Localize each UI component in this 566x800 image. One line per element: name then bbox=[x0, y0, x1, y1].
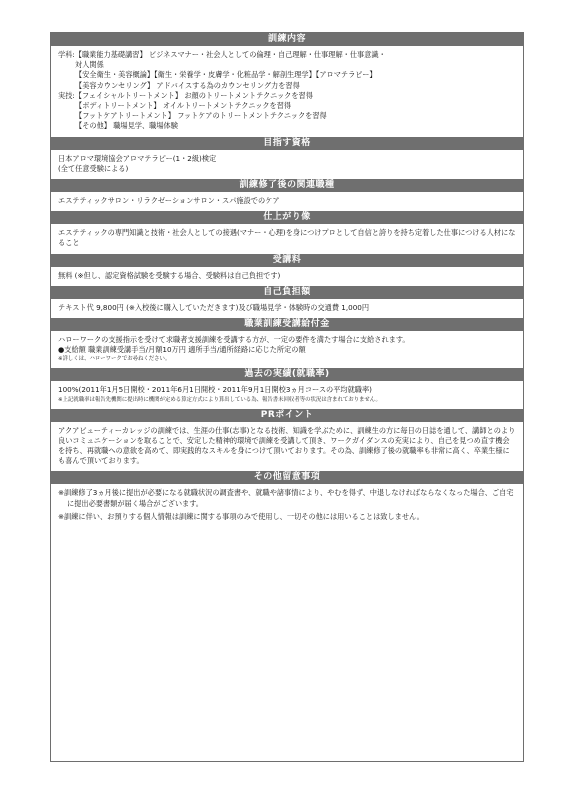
section-body bbox=[51, 331, 523, 368]
training-line: 【ボディトリートメント】 オイルトリートメントテクニックを習得 bbox=[75, 101, 292, 111]
section-body bbox=[51, 192, 523, 211]
section-header: 訓練修了後の関連職種 bbox=[51, 179, 523, 192]
note-item: ※訓練修了3ヵ月後に提出が必要になる就職状況の調査書や、就職や諸事情により、やむを得ず、中退しなければならなくなった場合、ご自宅に提出必要書類が届く場合がございます。 bbox=[58, 488, 514, 508]
course-info-sheet bbox=[50, 32, 524, 762]
benefit-amount: ●支給額 職業訓練受講手当/月額10万円 適所手当/通所経路に応じた所定の額 bbox=[58, 345, 306, 355]
qualification-line: (全て任意受験による) bbox=[58, 163, 129, 173]
training-line: 【その他】 職場見学、職場体験 bbox=[75, 121, 178, 131]
qualification-line: 日本アロマ環境協会アロマテラピー(1・2級)検定 bbox=[58, 153, 217, 163]
training-line: 【美容カウンセリング】 アドバイスする為のカウンセリング力を習得 bbox=[75, 80, 300, 90]
section-training bbox=[51, 33, 523, 137]
section-body bbox=[51, 484, 523, 527]
section-body bbox=[51, 299, 523, 318]
section-header: 過去の実績(就職率) bbox=[51, 368, 523, 381]
self-pay-text: テキスト代 9,800円 (※入校後に購入していただきます)及び職場見学・体験時の交通費 1,000円 bbox=[58, 302, 370, 312]
benefit-text: ハローワークの支援指示を受けて求職者支援訓練を受講する方が、一定の要件を満たす場合に支給されます。 bbox=[58, 335, 410, 345]
section-header: 職業訓練受講給付金 bbox=[51, 318, 523, 331]
section-header: 目指す資格 bbox=[51, 137, 523, 150]
section-self-pay bbox=[51, 286, 523, 318]
section-header: 自己負担額 bbox=[51, 286, 523, 299]
section-header: 仕上がり像 bbox=[51, 211, 523, 224]
section-body bbox=[51, 381, 523, 408]
section-notes bbox=[51, 471, 523, 527]
section-body bbox=[51, 150, 523, 179]
section-body bbox=[51, 46, 523, 137]
section-header: その他留意事項 bbox=[51, 471, 523, 484]
section-pr bbox=[51, 409, 523, 472]
section-goal bbox=[51, 211, 523, 253]
section-benefit bbox=[51, 318, 523, 368]
section-header: PRポイント bbox=[51, 409, 523, 422]
training-line: 対人関係 bbox=[75, 60, 104, 70]
section-body bbox=[51, 224, 523, 253]
training-line: 【安全衛生・美容概論】【衛生・栄養学・皮膚学・化粧品学・解剖生理学】【アロマテラピー】 bbox=[75, 70, 377, 80]
related-jobs-text: エステティックサロン・リラクゼーションサロン・スパ施設でのケア bbox=[58, 196, 280, 206]
training-line: 実技:【フェイシャルトリートメント】 お顔のトリートメントテクニックを習得 bbox=[58, 90, 313, 100]
section-header: 訓練内容 bbox=[51, 33, 523, 46]
section-results bbox=[51, 368, 523, 408]
section-fee bbox=[51, 254, 523, 286]
results-note: ※上記就職率は報告先機関に提出時に機関が定める算定方式により算出している為、報告書未回収者等の状況は含まれておりません。 bbox=[58, 396, 381, 403]
section-related-jobs bbox=[51, 179, 523, 211]
training-line: 学科:【職業能力基礎講習】 ビジネスマナー・社会人としての倫理・自己理解・仕事理解・仕事意識・ bbox=[58, 50, 386, 59]
section-body bbox=[51, 267, 523, 286]
training-line: 【フットケアトリートメント】 フットケアのトリートメントテクニックを習得 bbox=[75, 111, 327, 121]
pr-text: アクアビューティーカレッジの訓練では、生涯の仕事(志事)となる技術、知識を学ぶために、訓練生の方に毎日の日誌を通して、講師とのより良いコミュニケーションを取ることで、安定した精神的環境で訓練を受講して頂き、ワークガイダンスの充実により、自己を見つめ直す機会を持ち、再就職への意欲を高めて、即実践的なスキルを身につけて頂いております。その為、訓練修了後の就職率も非常に高く、卒業生様にも喜んで頂いております。 bbox=[58, 425, 516, 466]
section-body bbox=[51, 422, 523, 472]
benefit-note: ※詳しくは、ハローワークでお尋ねください。 bbox=[58, 356, 171, 363]
note-item: ※訓練に伴い、お預りする個人情報は訓練に関する事項のみで使用し、一切その他には用いることは致しません。 bbox=[58, 511, 424, 521]
goal-text: エステティックの専門知識と技術・社会人としての接遇(マナー・心理)を身につけプロとして自信と誇りを持ち定着した仕事につける人材になること bbox=[58, 228, 516, 248]
section-qualification bbox=[51, 137, 523, 179]
fee-text: 無料 (※但し、認定資格試験を受験する場合、受験料は自己負担です) bbox=[58, 270, 281, 280]
results-text: 100%(2011年1月5日開校・2011年6月1日開校・2011年9月1日開校3ヵ月コースの平均就職率) bbox=[58, 385, 372, 395]
section-header: 受講料 bbox=[51, 254, 523, 267]
